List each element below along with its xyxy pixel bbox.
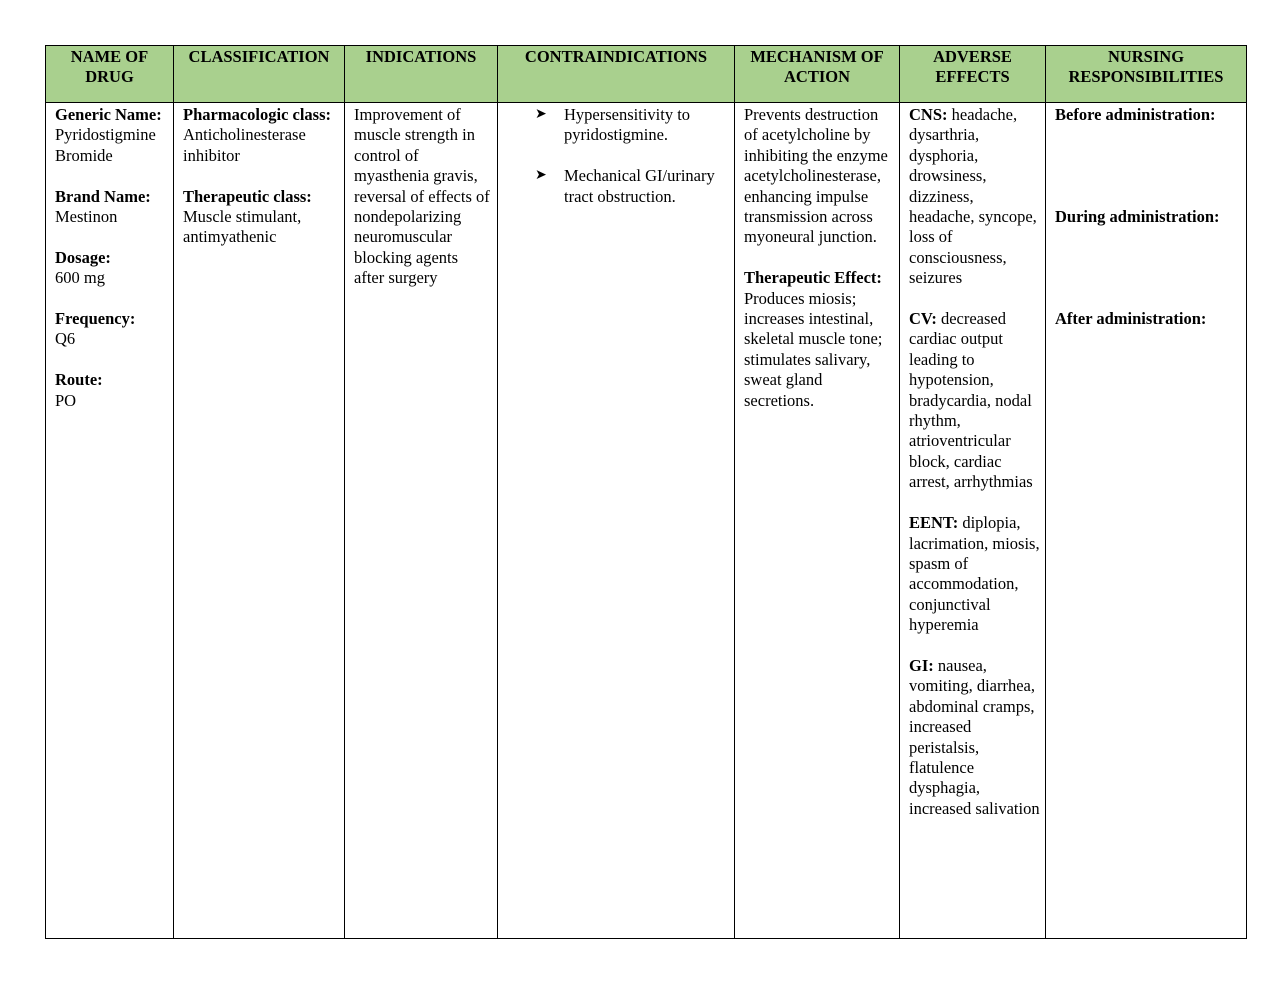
indications-cell [345,103,498,939]
contraindication-text: Mechanical GI/urinary tract obstruction. [564,166,715,206]
before-administration-label: Before administration: [1055,105,1216,124]
contraindications-cell [498,103,735,939]
generic-name-value: Pyridostigmine Bromide [55,125,156,165]
cns-label: CNS: [909,105,948,124]
header-row [46,46,1247,103]
dosage-label: Dosage: [55,247,111,267]
header-mechanism-of-action: MECHANISM OF ACTION [735,46,900,103]
header-classification: CLASSIFICATION [174,46,345,103]
frequency-label: Frequency: [55,309,136,329]
after-administration-label: After administration: [1055,309,1207,328]
contraindications-list [507,105,729,207]
therapeutic-class-label: Therapeutic class: [183,186,312,206]
therapeutic-effect-label: Therapeutic Effect: [744,268,882,288]
therapeutic-effect-value: Produces miosis; increases intestinal, skeletal muscle tone; stimulates salivary, sweat gland secretions. [744,288,883,410]
mechanism-text: Prevents destruction of acetylcholine by inhibiting the enzyme acetylcholinesterase, enhancing impulse transmission across myoneural junction. [744,105,888,247]
gi-value: nausea, vomiting, diarrhea, abdominal cramps, increased peristalsis, flatulence dysphagia, increased salivation [909,655,1040,818]
mechanism-cell [735,103,900,939]
header-nursing-responsibilities: NURSING RESPONSIBILITIES [1046,46,1247,103]
route-label: Route: [55,370,103,390]
header-adverse-effects: ADVERSE EFFECTS [900,46,1046,103]
dosage-value: 600 mg [55,268,105,288]
therapeutic-effect [744,268,894,411]
drug-row [46,103,1247,939]
cns-value: headache, dysarthria, dysphoria, drowsiness, dizziness, headache, syncope, loss of consciousness, seizures [909,105,1037,288]
adverse-effects-cell [900,103,1046,939]
brand-name-value: Mestinon [55,207,118,227]
route-value: PO [55,390,77,410]
adverse-cv [909,309,1040,493]
adverse-eent [909,513,1040,635]
list-item [535,105,729,146]
arrowhead-bullet-icon: ➤ [535,168,547,184]
indications-text: Improvement of muscle strength in control of myasthenia gravis, reversal of effects of nondepolarizing neuromuscular blocking agents after surgery [354,105,490,288]
header-name-of-drug: NAME OF DRUG [46,46,174,103]
nursing-responsibilities-cell [1046,103,1247,939]
gi-label: GI: [909,655,934,675]
header-contraindications: CONTRAINDICATIONS [498,46,735,103]
drug-study-table [45,45,1247,939]
during-administration-label: During administration: [1055,207,1220,226]
classification-cell [174,103,345,939]
contraindication-text: Hypersensitivity to pyridostigmine. [564,105,691,145]
frequency-value: Q6 [55,329,76,349]
arrowhead-bullet-icon: ➤ [535,107,547,122]
generic-name-label: Generic Name: [55,105,162,124]
eent-value: diplopia, lacrimation, miosis, spasm of accommodation, conjunctival hyperemia [909,513,1040,635]
list-item [535,166,729,207]
adverse-cns [909,105,1040,289]
pharmacologic-class-value: Anticholinesterase inhibitor [183,125,306,165]
therapeutic-class-value: Muscle stimulant, antimyathenic [183,207,302,247]
brand-name-label: Brand Name: [55,186,151,206]
pharmacologic-class-label: Pharmacologic class: [183,105,332,124]
eent-label: EENT: [909,513,959,533]
adverse-gi [909,656,1040,819]
name-of-drug-cell [46,103,174,939]
cv-label: CV: [909,309,937,329]
cv-value: decreased cardiac output leading to hypotension, bradycardia, nodal rhythm, atrioventricular block, cardiac arrest, arrhythmias [909,309,1033,492]
header-indications: INDICATIONS [345,46,498,103]
